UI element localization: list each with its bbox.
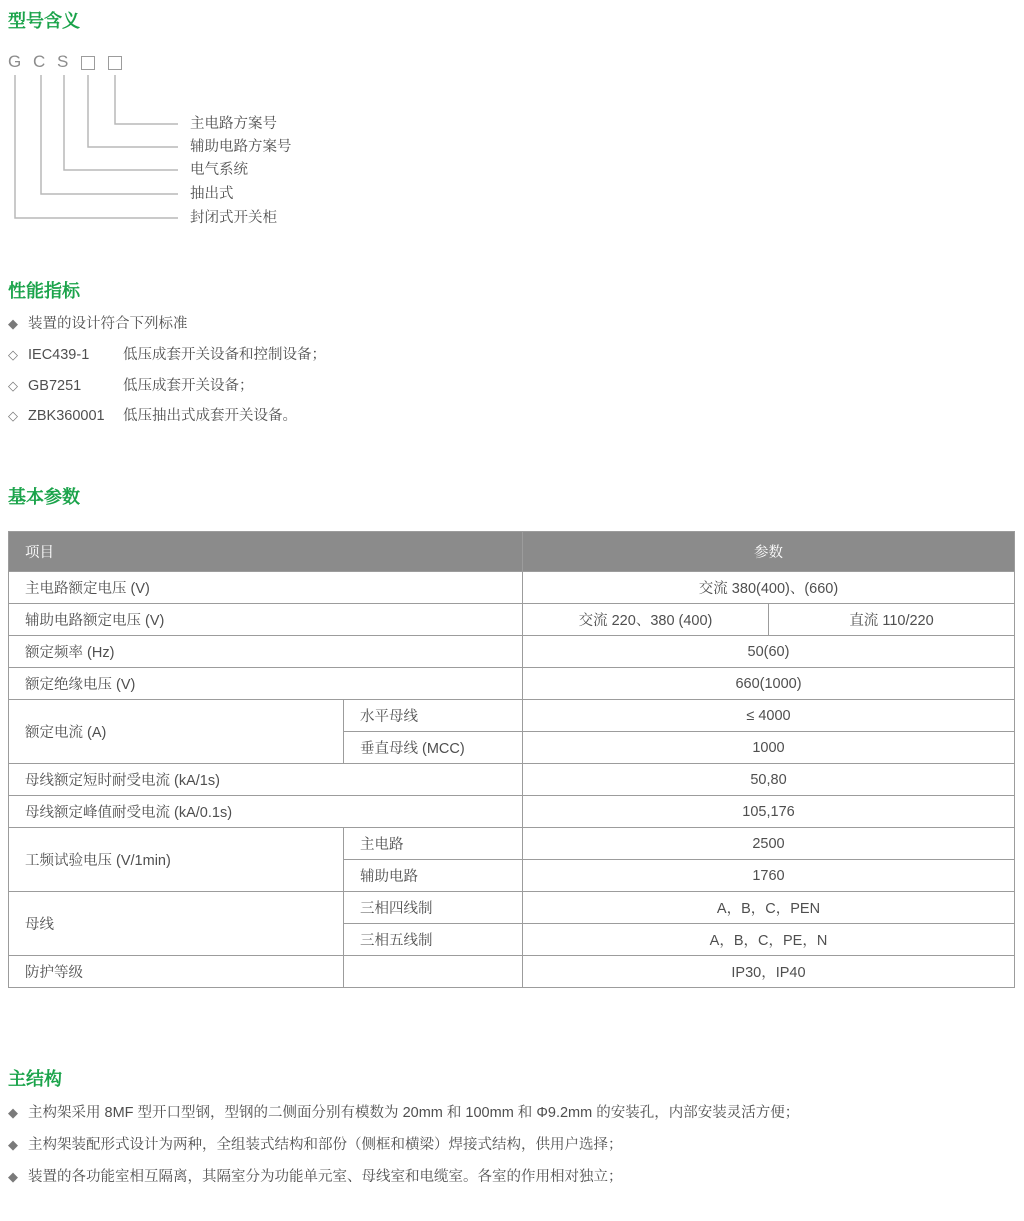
column-header-item: 项目 [9, 532, 523, 572]
cell-value: A，B，C，PEN [523, 892, 1015, 924]
structure-bullet-text: 主构架装配形式设计为两种，全组装式结构和部份（侧框和横梁）焊接式结构，供用户选择； [28, 1137, 623, 1153]
structure-bullet-row [8, 1135, 623, 1155]
cell-item: 母线额定峰值耐受电流 (kA/0.1s) [9, 796, 523, 828]
model-char-g: G [8, 52, 22, 71]
cell-value: 交流 380(400)、(660) [523, 572, 1015, 604]
cell-item: 额定电流 (A) [9, 700, 344, 764]
cell-item: 工频试验电压 (V/1min) [9, 828, 344, 892]
cell-subitem: 三相四线制 [344, 892, 523, 924]
cell-value: ≤ 4000 [523, 700, 1015, 732]
standard-row-iec [8, 345, 326, 365]
model-label-elec-system: 电气系统 [190, 162, 248, 178]
cell-item: 母线 [9, 892, 344, 956]
cell-value-ac: 交流 220、380 (400) [523, 604, 769, 636]
performance-intro-row [8, 314, 188, 334]
standard-desc: 低压成套开关设备； [123, 378, 254, 394]
cell-value: 1760 [523, 860, 1015, 892]
cell-value: 1000 [523, 732, 1015, 764]
structure-bullet-row [8, 1167, 623, 1187]
table-row [9, 636, 1015, 668]
cell-subitem: 主电路 [344, 828, 523, 860]
standard-row-gb [8, 376, 254, 396]
cell-item: 辅助电路额定电压 (V) [9, 604, 523, 636]
standard-desc: 低压成套开关设备和控制设备； [123, 347, 326, 363]
standard-code: GB7251 [28, 378, 82, 394]
model-label-main-circuit: 主电路方案号 [190, 116, 277, 132]
model-label-aux-circuit: 辅助电路方案号 [190, 139, 292, 155]
cell-subitem: 辅助电路 [344, 860, 523, 892]
filled-diamond-icon: ◆ [8, 1137, 18, 1152]
cell-value: 50(60) [523, 636, 1015, 668]
performance-intro-text: 装置的设计符合下列标准 [28, 316, 188, 332]
connector-lines-graphic [0, 50, 200, 235]
cell-item: 防护等级 [9, 956, 344, 988]
table-row [9, 764, 1015, 796]
structure-bullet-text: 主构架采用 8MF 型开口型钢，型钢的二侧面分别有模数为 20mm 和 100mm 和 Φ9.2mm 的安装孔，内部安装灵活方便； [28, 1105, 800, 1121]
cell-item: 额定绝缘电压 (V) [9, 668, 523, 700]
table-header-row [9, 532, 1015, 572]
cell-item: 额定频率 (Hz) [9, 636, 523, 668]
standard-row-zbk [8, 406, 297, 426]
standard-code: IEC439-1 [28, 347, 90, 363]
cell-subitem: 水平母线 [344, 700, 523, 732]
cell-value: A，B，C，PE，N [523, 924, 1015, 956]
table-row [9, 956, 1015, 988]
cell-value-dc: 直流 110/220 [769, 604, 1015, 636]
table-row [9, 828, 1015, 860]
standard-code: ZBK360001 [28, 408, 105, 424]
cell-subitem: 三相五线制 [344, 924, 523, 956]
cell-item: 母线额定短时耐受电流 (kA/1s) [9, 764, 523, 796]
hollow-diamond-icon: ◇ [8, 347, 18, 362]
cell-value: 50,80 [523, 764, 1015, 796]
cell-subitem-empty [344, 956, 523, 988]
table-row [9, 796, 1015, 828]
cell-value: 660(1000) [523, 668, 1015, 700]
filled-diamond-icon: ◆ [8, 1105, 18, 1120]
cell-item: 主电路额定电压 (V) [9, 572, 523, 604]
table-row [9, 668, 1015, 700]
standard-desc: 低压抽出式成套开关设备。 [123, 408, 297, 424]
cell-value: IP30，IP40 [523, 956, 1015, 988]
model-char-c: C [33, 52, 46, 71]
structure-bullet-row [8, 1103, 799, 1123]
cell-subitem: 垂直母线 (MCC) [344, 732, 523, 764]
section-heading-performance: 性能指标 [8, 281, 80, 301]
parameters-table-wrapper [8, 531, 1015, 988]
parameters-table [8, 531, 1015, 988]
filled-diamond-icon: ◆ [8, 1169, 18, 1184]
table-row [9, 572, 1015, 604]
model-char-s: S [57, 52, 69, 71]
model-label-drawout: 抽出式 [190, 186, 234, 202]
table-row [9, 700, 1015, 732]
section-heading-structure: 主结构 [8, 1069, 62, 1089]
section-heading-model: 型号含义 [8, 11, 80, 31]
table-row [9, 892, 1015, 924]
model-code-diagram [0, 50, 560, 240]
cell-value: 105,176 [523, 796, 1015, 828]
model-label-enclosed: 封闭式开关柜 [190, 210, 277, 226]
structure-bullet-text: 装置的各功能室相互隔离，其隔室分为功能单元室、母线室和电缆室。各室的作用相对独立； [28, 1169, 623, 1185]
table-row [9, 604, 1015, 636]
hollow-diamond-icon: ◇ [8, 378, 18, 393]
filled-diamond-icon: ◆ [8, 316, 18, 331]
cell-value: 2500 [523, 828, 1015, 860]
section-heading-parameters: 基本参数 [8, 487, 80, 507]
column-header-param: 参数 [523, 532, 1015, 572]
hollow-diamond-icon: ◇ [8, 408, 18, 423]
